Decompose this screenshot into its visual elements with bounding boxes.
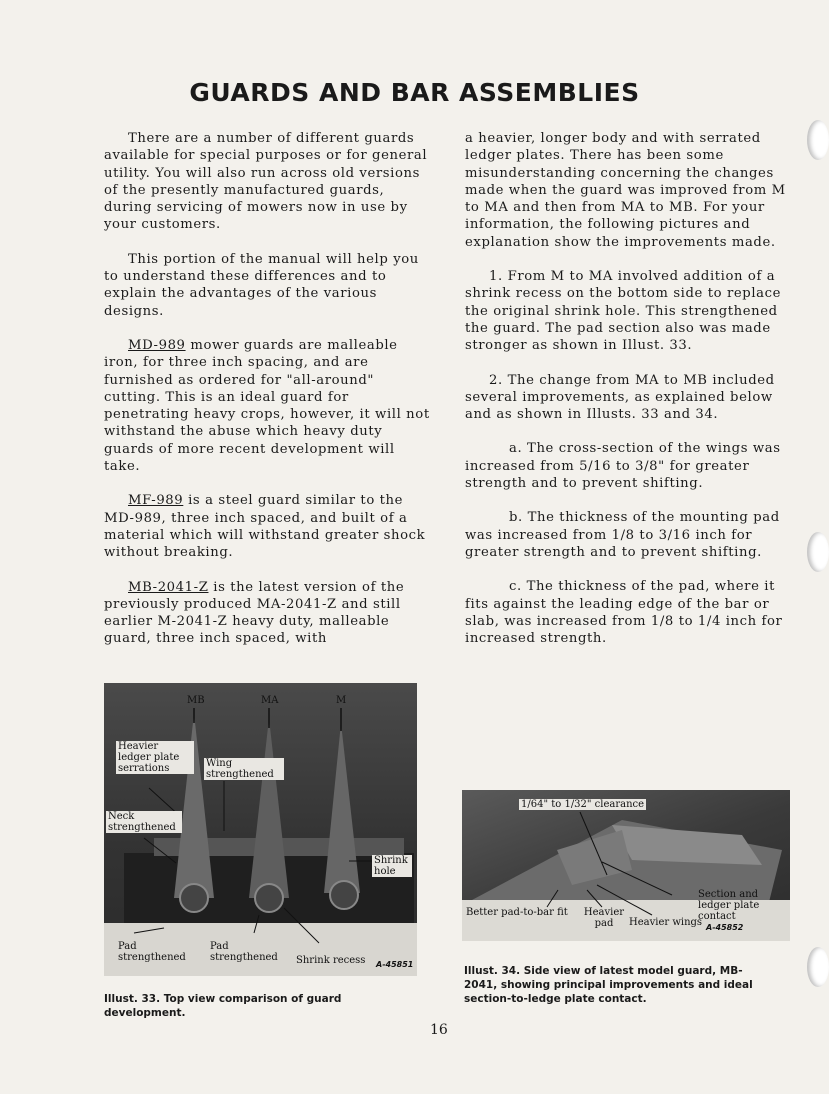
label-heavier-ledger: Heavier ledger plate serrations (116, 741, 194, 774)
binder-hole (807, 120, 829, 160)
paragraph: a heavier, longer body and with serrated ledger plates. There has been some misunderstanding concerning the changes made when the guard was improved from M to MA and then from MA to MB. For your information, the following pictures and explanation show the improvements made. (465, 131, 786, 250)
label-ma: MA (261, 695, 279, 706)
guard-comparison-photo (104, 683, 417, 976)
paragraph: b. The thickness of the mounting pad was increased from 1/8 to 3/16 inch for greater strength and to prevent shifting. (465, 510, 780, 560)
label-shrink-recess: Shrink recess (296, 955, 366, 966)
part-number: MB-2041-Z (128, 579, 209, 595)
paragraph: MF-989 is a steel guard similar to the MD-989, three inch spaced, and built of a material which will withstand greater shock without breaking. (104, 493, 426, 561)
label-heavier-wings: Heavier wings (629, 917, 703, 928)
label-section-contact: Section and ledger plate contact (698, 889, 760, 922)
label-heavier-pad: Heavier pad (583, 907, 625, 929)
label-m: M (336, 695, 347, 706)
right-column (465, 130, 795, 647)
paragraph: There are a number of different guards available for special purposes or for general utility. You will also run across old versions of the presently manufactured guards, during servicing of mowers now in use by your customers. (104, 131, 428, 233)
caption-illust-34: Illust. 34. Side view of latest model guard, MB-2041, showing principal improvements and ideal section-to-ledge plate contact. (464, 965, 753, 1005)
caption-illust-33: Illust. 33. Top view comparison of guard development. (104, 993, 342, 1019)
label-shrink-hole: Shrink hole (372, 855, 412, 877)
label-clearance: 1/64" to 1/32" clearance (521, 799, 645, 810)
binder-hole (807, 947, 829, 987)
paragraph: a. The cross-section of the wings was increased from 5/16 to 3/8" for greater strength and to prevent shifting. (465, 441, 781, 492)
part-number: MD-989 (128, 337, 186, 353)
paragraph: c. The thickness of the pad, where it fits against the leading edge of the bar or slab, was increased from 1/8 to 1/4 inch for increased strength. (465, 579, 783, 647)
paragraph: 1. From M to MA involved addition of a shrink recess on the bottom side to replace the original shrink hole. This strengthened the guard. The pad section also was made stronger as shown in Illust. 33. (465, 269, 781, 354)
page-number: 16 (430, 1022, 448, 1038)
guard-side-photo (462, 790, 790, 941)
figure-code: A-45851 (376, 960, 414, 969)
paragraph: 2. The change from MA to MB included several improvements, as explained below and as shown in Illusts. 33 and 34. (465, 372, 775, 423)
left-column (104, 130, 434, 648)
label-wing: Wing strengthened (204, 758, 284, 780)
paragraph: MB-2041-Z is the latest version of the previously produced MA-2041-Z and still earlier M-2041-Z heavy duty, malleable guard, three inch spaced, with (104, 579, 405, 647)
paragraph: This portion of the manual will help you to understand these differences and to explain the advantages of the various designs. (104, 251, 419, 319)
label-neck: Neck strengthened (106, 811, 182, 833)
label-pad-1: Pad strengthened (118, 941, 186, 963)
label-pad-2: Pad strengthened (210, 941, 278, 963)
label-better-fit: Better pad-to-bar fit (466, 907, 568, 918)
label-mb: MB (187, 695, 205, 706)
binder-hole (807, 532, 829, 572)
page-title: GUARDS AND BAR ASSEMBLIES (189, 78, 640, 107)
figure-code: A-45852 (706, 923, 744, 932)
part-number: MF-989 (128, 493, 184, 509)
paragraph: MD-989 mower guards are malleable iron, for three inch spacing, and are furnished as ordered for "all-around" cutting. This is an ideal guard for penetrating heavy crops, however, it will not withstand the abuse which heavy duty guards of more recent development will take. (104, 337, 430, 475)
